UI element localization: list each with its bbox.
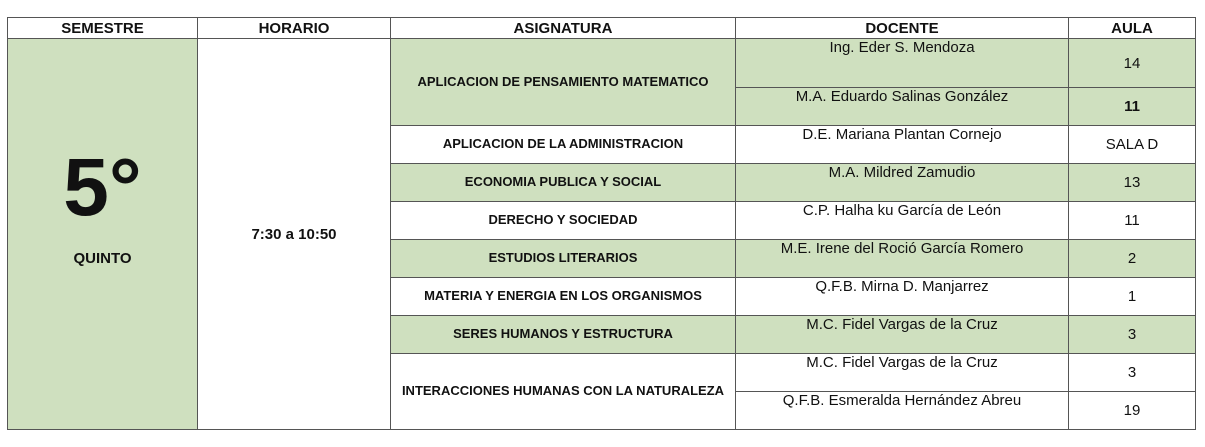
semestre-name: QUINTO bbox=[73, 250, 132, 267]
subject-cell: ESTUDIOS LITERARIOS bbox=[391, 240, 736, 278]
teacher-cell: M.A. Mildred Zamudio bbox=[736, 164, 1069, 202]
room-cell: 13 bbox=[1069, 164, 1196, 202]
header-row bbox=[8, 18, 1196, 39]
teacher-cell: M.C. Fidel Vargas de la Cruz bbox=[736, 354, 1069, 392]
horario-cell: 7:30 a 10:50 bbox=[198, 39, 391, 430]
teacher-cell: M.E. Irene del Roció García Romero bbox=[736, 240, 1069, 278]
semestre-number: 5° bbox=[63, 142, 142, 233]
teacher-cell: M.C. Fidel Vargas de la Cruz bbox=[736, 316, 1069, 354]
subject-cell: APLICACION DE LA ADMINISTRACION bbox=[391, 126, 736, 164]
header-horario: HORARIO bbox=[198, 18, 391, 39]
subject-cell: APLICACION DE PENSAMIENTO MATEMATICO bbox=[391, 39, 736, 126]
header-semestre: SEMESTRE bbox=[8, 18, 198, 39]
room-cell: 2 bbox=[1069, 240, 1196, 278]
room-cell: 1 bbox=[1069, 278, 1196, 316]
room-cell: SALA D bbox=[1069, 126, 1196, 164]
room-cell: 3 bbox=[1069, 354, 1196, 392]
subject-cell: SERES HUMANOS Y ESTRUCTURA bbox=[391, 316, 736, 354]
room-cell: 3 bbox=[1069, 316, 1196, 354]
teacher-cell: Ing. Eder S. Mendoza bbox=[736, 39, 1069, 88]
table-row bbox=[8, 39, 1196, 88]
semestre-cell bbox=[8, 39, 198, 430]
teacher-cell: D.E. Mariana Plantan Cornejo bbox=[736, 126, 1069, 164]
header-docente: DOCENTE bbox=[736, 18, 1069, 39]
subject-cell: ECONOMIA PUBLICA Y SOCIAL bbox=[391, 164, 736, 202]
schedule-table bbox=[7, 17, 1196, 430]
teacher-cell: Q.F.B. Esmeralda Hernández Abreu bbox=[736, 392, 1069, 430]
teacher-cell: C.P. Halha ku García de León bbox=[736, 202, 1069, 240]
header-aula: AULA bbox=[1069, 18, 1196, 39]
room-cell: 11 bbox=[1069, 202, 1196, 240]
subject-cell: MATERIA Y ENERGIA EN LOS ORGANISMOS bbox=[391, 278, 736, 316]
subject-cell: INTERACCIONES HUMANAS CON LA NATURALEZA bbox=[391, 354, 736, 430]
header-asignatura: ASIGNATURA bbox=[391, 18, 736, 39]
room-cell: 14 bbox=[1069, 39, 1196, 88]
room-cell: 11 bbox=[1069, 88, 1196, 126]
room-cell: 19 bbox=[1069, 392, 1196, 430]
teacher-cell: Q.F.B. Mirna D. Manjarrez bbox=[736, 278, 1069, 316]
teacher-cell: M.A. Eduardo Salinas González bbox=[736, 88, 1069, 126]
subject-cell: DERECHO Y SOCIEDAD bbox=[391, 202, 736, 240]
